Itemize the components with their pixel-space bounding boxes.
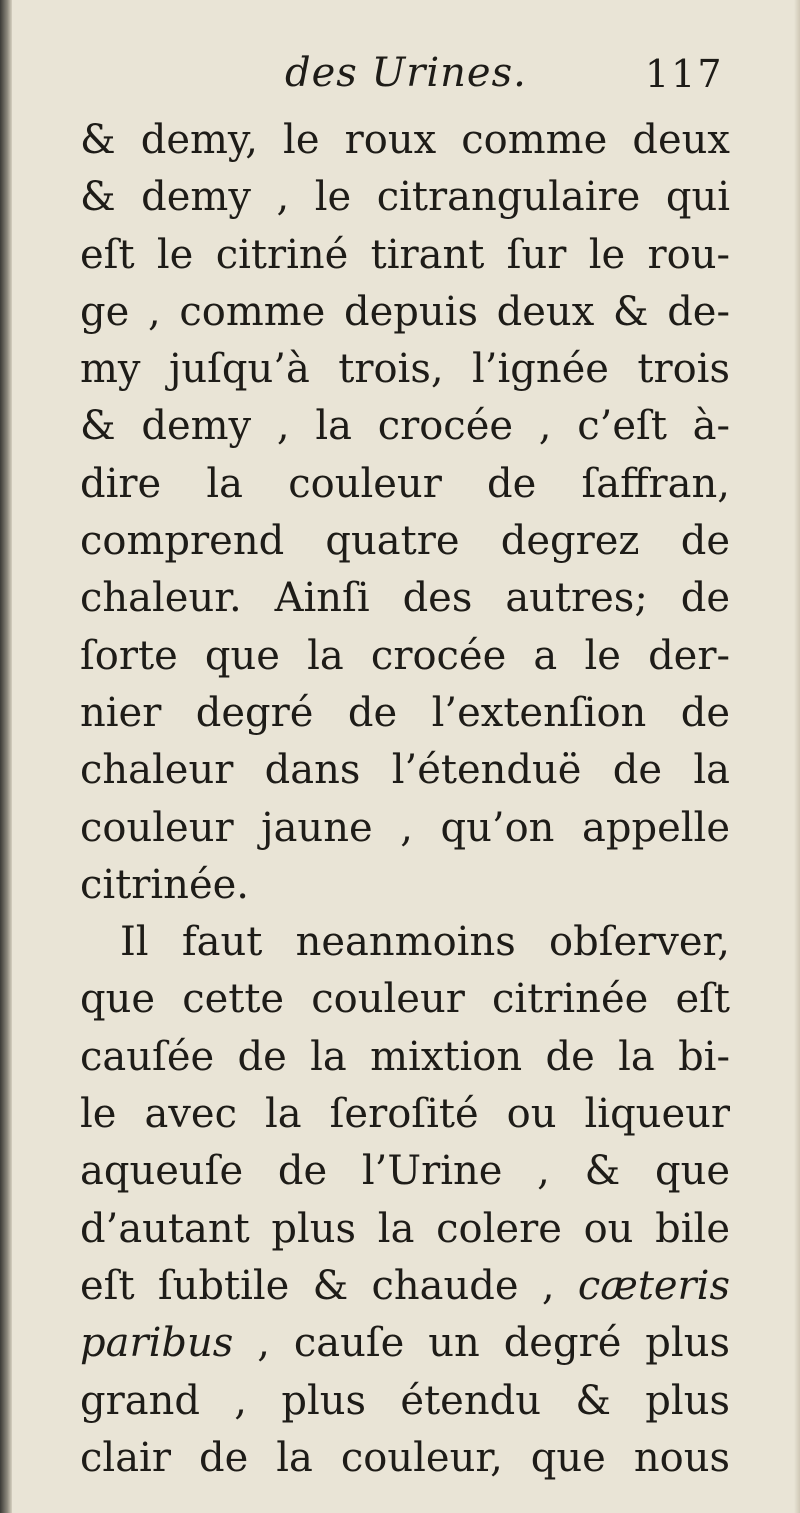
body-text <box>80 112 730 1487</box>
text-line: comprend quatre degrez de <box>80 518 730 565</box>
text-line: eſt ſubtile & chaude , cæteris <box>80 1262 730 1309</box>
text-line: clair de la couleur, que nous <box>80 1434 730 1481</box>
text-line: que cette couleur citrinée eſt <box>80 976 730 1023</box>
text-line: couleur jaune , qu’on appelle <box>80 804 730 851</box>
text-line: & demy , le citrangulaire qui <box>80 174 730 221</box>
running-title: des Urines. <box>285 50 527 96</box>
text-line: dire la couleur de ſaffran, <box>80 460 730 507</box>
text-line: chaleur dans l’étenduë de la <box>80 747 730 794</box>
text-line: nier degré de l’extenſion de <box>80 689 730 736</box>
text-line: chaleur. Ainſi des autres; de <box>80 575 730 622</box>
text-line-paragraph-start: Il faut neanmoins obſerver, <box>120 919 730 966</box>
text-line: my juſqu’à trois, l’ignée trois <box>80 346 730 393</box>
page-right-edge <box>794 0 800 1513</box>
page-header <box>0 50 800 110</box>
text-line: cauſée de la mixtion de la bi- <box>80 1033 730 1080</box>
text-line: eſt le citriné tirant ſur le rou- <box>80 231 730 278</box>
latin-phrase: paribus <box>80 1320 234 1367</box>
latin-phrase: cæteris <box>577 1262 730 1309</box>
text-line: grand , plus étendu & plus <box>80 1377 730 1424</box>
text-line: & demy, le roux comme deux <box>80 117 730 163</box>
text-line: ſorte que la crocée a le der- <box>80 632 730 679</box>
text-line-paragraph-end: citrinée. <box>80 861 250 908</box>
page-number: 117 <box>645 52 724 96</box>
text-line: ge , comme depuis deux & de- <box>80 288 730 335</box>
text-line: aqueuſe de l’Urine , & que <box>80 1148 730 1195</box>
book-binding-edge <box>0 0 12 1513</box>
text-line: & demy , la crocée , c’eſt à- <box>80 403 730 450</box>
text-line: d’autant plus la colere ou bile <box>80 1205 730 1252</box>
text-line: le avec la ſeroſité ou liqueur <box>80 1091 730 1138</box>
text-line: paribus , cauſe un degré plus <box>80 1320 730 1367</box>
